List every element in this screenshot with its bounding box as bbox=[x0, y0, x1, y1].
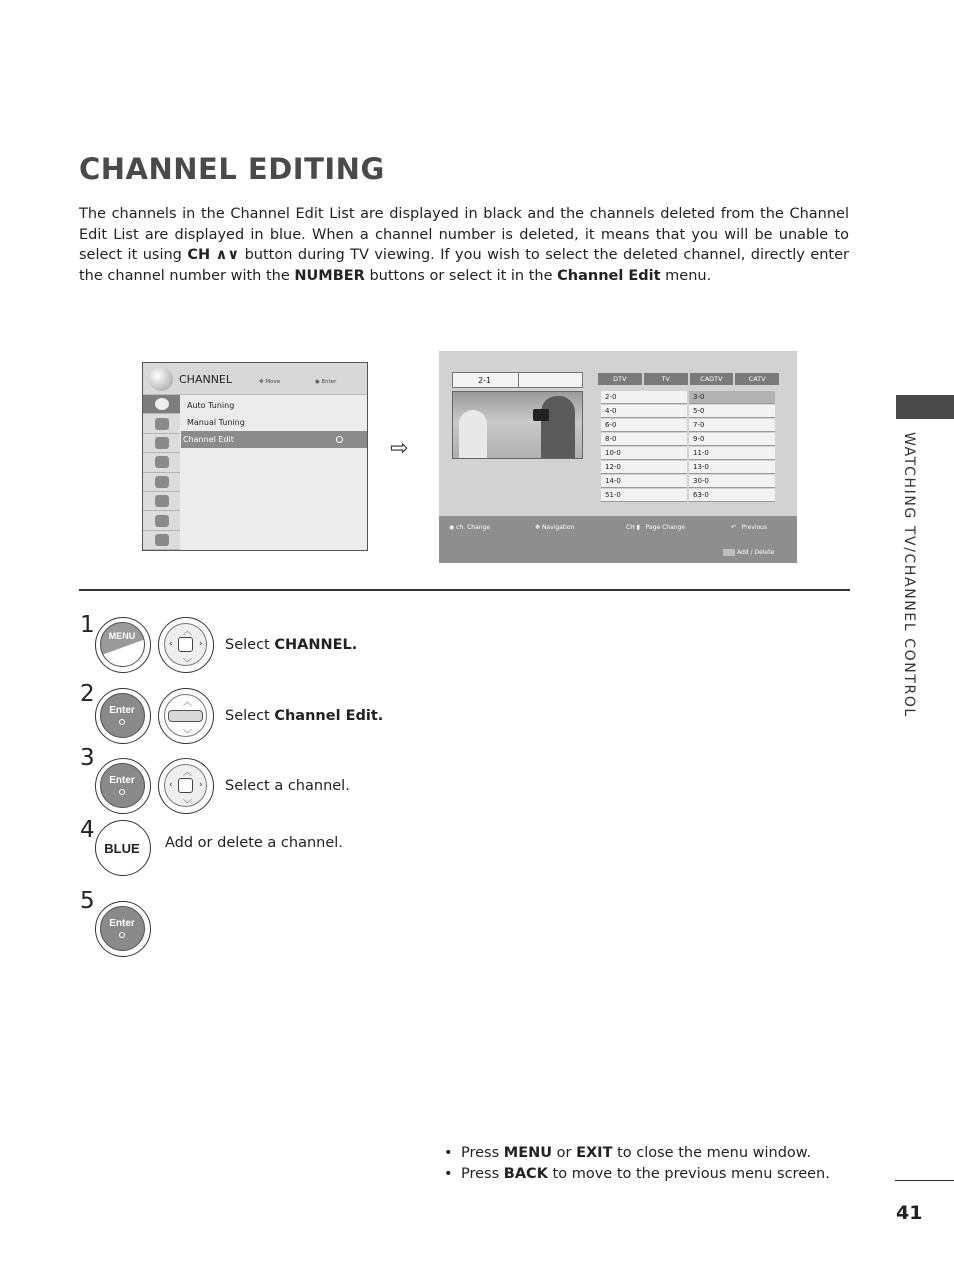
hint-ch-change: ◉ ch. Change bbox=[449, 524, 491, 531]
channel-list bbox=[601, 391, 777, 503]
list-item[interactable]: 14-0 bbox=[601, 475, 687, 488]
step-3-text: Select a channel. bbox=[225, 778, 350, 794]
menu-item-manual-tuning[interactable]: Manual Tuning bbox=[187, 418, 245, 427]
clock-icon[interactable] bbox=[143, 453, 180, 472]
current-channel-number: 2-1 bbox=[478, 376, 492, 385]
arrow-right-icon: ⇨ bbox=[390, 436, 409, 461]
channel-tabs bbox=[598, 373, 779, 385]
tab-dtv[interactable]: DTV bbox=[598, 373, 642, 385]
channel-edit-screenshot bbox=[439, 351, 797, 563]
enter-button[interactable]: Enter bbox=[95, 688, 151, 744]
list-item[interactable]: 4-0 bbox=[601, 405, 687, 418]
enter-icon bbox=[336, 436, 343, 443]
blue-button[interactable]: BLUE bbox=[95, 820, 151, 876]
note-back: • Press BACK to move to the previous menu screen. bbox=[444, 1164, 830, 1185]
section-tab-marker bbox=[896, 395, 954, 419]
up-down-pad-icon[interactable]: ︿ ﹀ bbox=[158, 688, 214, 744]
menu-title: CHANNEL bbox=[179, 373, 233, 386]
intro-paragraph: The channels in the Channel Edit List are displayed in black and the channels deleted from the Channel Edit List are displayed in blue. When a channel number is deleted, it means that you will be unable to select it using CH ∧∨ button during TV viewing. If you wish to select the deleted channel, directly enter the channel number with the NUMBER buttons or select it in the Channel Edit menu. bbox=[79, 206, 849, 284]
hint-page-change: CH ▮ Page Change bbox=[626, 524, 686, 531]
edit-footer-bar bbox=[439, 516, 797, 563]
list-item[interactable]: 63-0 bbox=[689, 489, 775, 502]
channel-menu-screenshot bbox=[142, 362, 368, 551]
tab-tv[interactable]: TV bbox=[644, 373, 688, 385]
list-item[interactable]: 2-0 bbox=[601, 391, 687, 404]
disc-icon[interactable] bbox=[143, 434, 180, 453]
settings-icon[interactable] bbox=[143, 492, 180, 511]
list-item[interactable]: 10-0 bbox=[601, 447, 687, 460]
film-icon[interactable] bbox=[143, 531, 180, 550]
step-number: 4 bbox=[80, 817, 95, 843]
notes-list bbox=[444, 1143, 830, 1184]
list-item[interactable]: 51-0 bbox=[601, 489, 687, 502]
list-item[interactable]: 11-0 bbox=[689, 447, 775, 460]
hint-previous: ↶ Previous bbox=[731, 524, 768, 531]
step-number: 5 bbox=[80, 888, 95, 914]
step-2-text: Select Channel Edit. bbox=[225, 708, 384, 724]
current-channel-box bbox=[452, 372, 583, 388]
enter-button[interactable]: Enter bbox=[95, 901, 151, 957]
enter-button[interactable]: Enter bbox=[95, 758, 151, 814]
menu-hint-enter: ◉ Enter bbox=[315, 379, 337, 385]
menu-button[interactable]: MENU bbox=[95, 617, 151, 673]
page-number: 41 bbox=[896, 1202, 923, 1224]
section-side-label: WATCHING TV/CHANNEL CONTROL bbox=[901, 432, 917, 718]
section-divider bbox=[79, 589, 850, 591]
list-item[interactable]: 6-0 bbox=[601, 419, 687, 432]
step-number: 3 bbox=[80, 745, 95, 771]
page-title: CHANNEL EDITING bbox=[79, 152, 385, 186]
hint-navigation: ✥ Navigation bbox=[535, 524, 575, 531]
menu-items bbox=[181, 397, 367, 448]
step-number: 2 bbox=[80, 681, 95, 707]
camera-icon bbox=[533, 409, 549, 421]
list-item[interactable]: 13-0 bbox=[689, 461, 775, 474]
navigation-pad-icon[interactable]: ︿ ﹀ ‹ › bbox=[158, 758, 214, 814]
blue-key-icon bbox=[723, 549, 735, 556]
satellite-dish-icon[interactable] bbox=[143, 395, 180, 414]
preview-image bbox=[452, 391, 583, 459]
list-item[interactable]: 7-0 bbox=[689, 419, 775, 432]
list-item[interactable]: 5-0 bbox=[689, 405, 775, 418]
usb-icon[interactable] bbox=[143, 511, 180, 530]
step-1-text: Select CHANNEL. bbox=[225, 637, 358, 653]
list-item[interactable]: 30-0 bbox=[689, 475, 775, 488]
tv-icon[interactable] bbox=[143, 414, 180, 433]
step-4-text: Add or delete a channel. bbox=[165, 835, 343, 851]
note-close-menu: • Press MENU or EXIT to close the menu window. bbox=[444, 1143, 830, 1164]
menu-header bbox=[143, 363, 367, 395]
menu-icon-column bbox=[143, 395, 180, 550]
satellite-dish-icon bbox=[149, 367, 173, 391]
menu-item-channel-edit[interactable]: Channel Edit bbox=[181, 431, 367, 448]
page-number-rule bbox=[895, 1180, 954, 1181]
list-item[interactable]: 9-0 bbox=[689, 433, 775, 446]
tab-cadtv[interactable]: CADTV bbox=[690, 373, 734, 385]
list-item[interactable]: 12-0 bbox=[601, 461, 687, 474]
lock-icon[interactable] bbox=[143, 473, 180, 492]
menu-hint-move: ✥ Move bbox=[259, 379, 281, 385]
tab-catv[interactable]: CATV bbox=[735, 373, 779, 385]
hint-add-delete: Add / Delete bbox=[723, 549, 774, 556]
list-item[interactable]: 8-0 bbox=[601, 433, 687, 446]
step-number: 1 bbox=[80, 612, 95, 638]
navigation-pad-icon[interactable]: ︿ ﹀ ‹ › bbox=[158, 617, 214, 673]
list-item[interactable]: 3-0 bbox=[689, 391, 775, 404]
menu-item-auto-tuning[interactable]: Auto Tuning bbox=[187, 401, 235, 410]
